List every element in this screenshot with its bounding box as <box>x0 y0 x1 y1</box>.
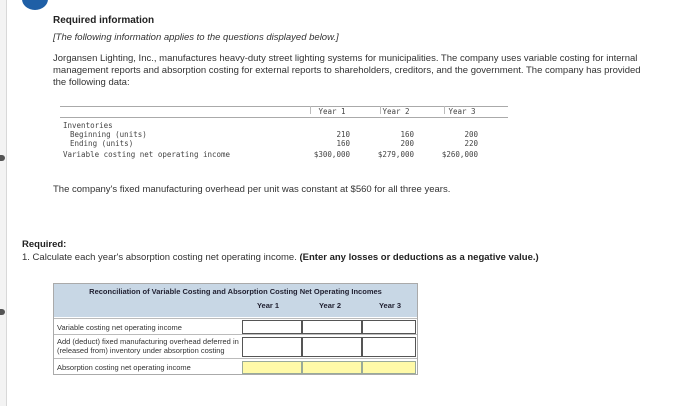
instruction-emphasis: (Enter any losses or deductions as a negative value.) <box>299 252 539 263</box>
reconciliation-title: Reconciliation of Variable Costing and Absorption Costing Net Operating Incomes <box>54 284 417 299</box>
recon-row-label: Absorption costing net operating income <box>57 363 191 372</box>
required-info-note: [The following information applies to the questions displayed below.] <box>53 32 339 43</box>
year3-vc-income-input[interactable] <box>362 320 416 334</box>
column-header-year2: Year 2 <box>382 107 410 116</box>
reconciliation-table <box>53 283 418 375</box>
year3-absorption-income-input[interactable] <box>362 361 416 374</box>
instruction-text <box>22 252 539 263</box>
year3-fixed-overhead-input[interactable] <box>362 337 416 357</box>
column-header-year1: Year 1 <box>318 107 346 116</box>
required-information-card <box>40 0 700 226</box>
table-cell: 210 <box>336 130 350 139</box>
intro-paragraph: Jorgansen Lighting, Inc., manufactures heavy-duty street lighting systems for municipalities. The company uses variable costing for internal management reports and absorption costing for external reports to shareholders, creditors, and the government. The company has provided the following data: <box>53 53 641 88</box>
table-row-label: Beginning (units) <box>70 130 147 139</box>
table-cell: 200 <box>400 139 414 148</box>
table-row-label: Ending (units) <box>70 139 134 148</box>
recon-column-year1: Year 1 <box>256 301 280 310</box>
table-cell: 160 <box>400 130 414 139</box>
table-cell: $260,000 <box>441 150 478 159</box>
table-row <box>54 358 417 375</box>
year2-vc-income-input[interactable] <box>302 320 362 334</box>
required-label: Required: <box>22 239 67 250</box>
recon-row-label: Add (deduct) fixed manufacturing overhead deferred in (released from) inventory under absorption costing <box>57 337 239 355</box>
left-sidebar-edge <box>0 0 7 406</box>
recon-column-year2: Year 2 <box>318 301 342 310</box>
reconciliation-header-row <box>54 299 417 317</box>
year2-fixed-overhead-input[interactable] <box>302 337 362 357</box>
recon-row-label: Variable costing net operating income <box>57 323 182 332</box>
fixed-overhead-note: The company's fixed manufacturing overhead per unit was constant at $560 for all three years. <box>53 184 451 195</box>
table-cell: 220 <box>464 139 478 148</box>
edge-marker <box>0 309 5 315</box>
year1-vc-income-input[interactable] <box>242 320 302 334</box>
table-header-rule <box>60 117 508 118</box>
table-cell: $279,000 <box>377 150 414 159</box>
column-header-year3: Year 3 <box>448 107 476 116</box>
table-row <box>54 318 417 335</box>
year2-absorption-income-input[interactable] <box>302 361 362 374</box>
required-info-heading: Required information <box>53 15 155 26</box>
table-cell: $300,000 <box>313 150 350 159</box>
recon-column-year3: Year 3 <box>378 301 402 310</box>
inventories-section-label: Inventories <box>63 121 113 130</box>
table-cell: 200 <box>464 130 478 139</box>
year1-absorption-income-input[interactable] <box>242 361 302 374</box>
table-row <box>54 334 417 359</box>
edge-marker <box>0 155 5 161</box>
instruction-main: 1. Calculate each year's absorption costing net operating income. <box>22 252 300 263</box>
table-row-label: Variable costing net operating income <box>63 150 231 159</box>
year1-fixed-overhead-input[interactable] <box>242 337 302 357</box>
table-cell: 160 <box>336 139 350 148</box>
